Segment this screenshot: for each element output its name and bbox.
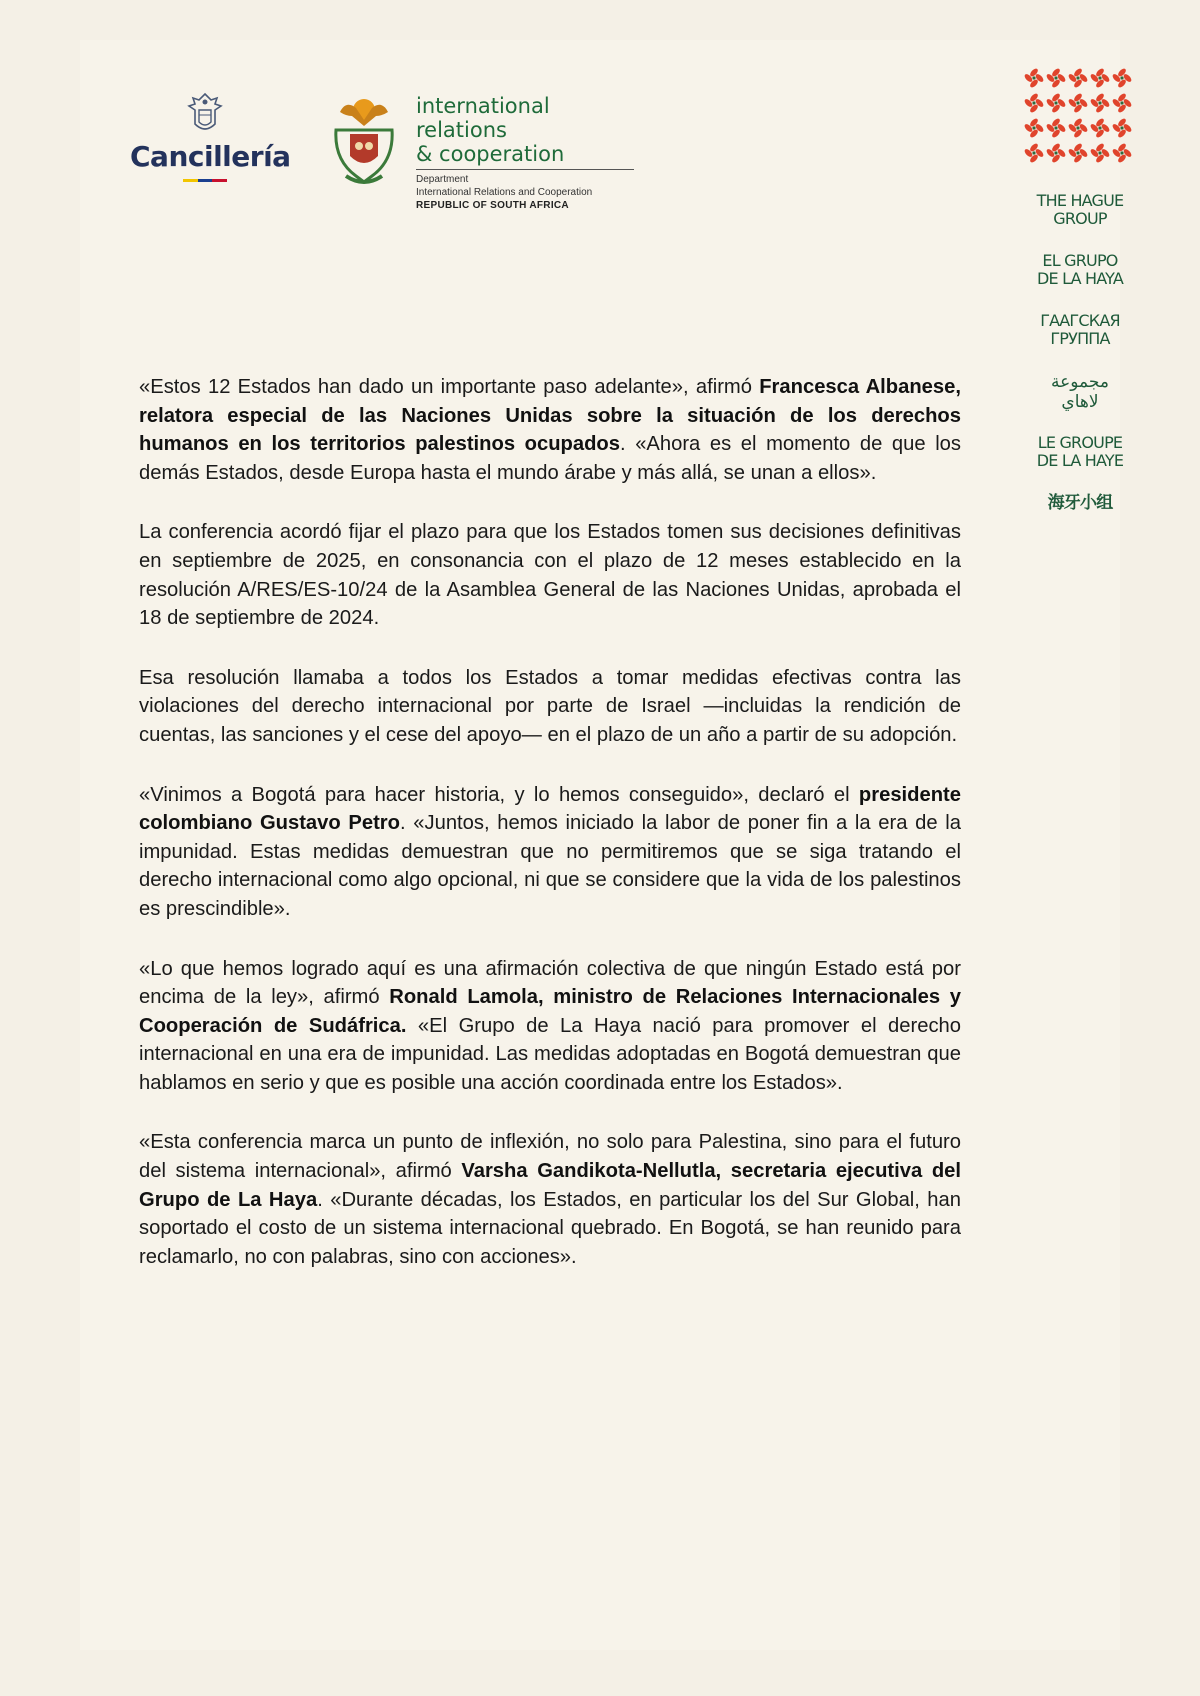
pattern-motif (1045, 117, 1066, 138)
paragraph-albanese: «Estos 12 Estados han dado un importante paso adelante», afirmó Francesca Albanese, relatora especial de las Naciones Unidas sobre la situación de los derechos humanos en los territorios palestinos ocupados. «Ahora es el momento de que los demás Estados, desde Europa hasta el mundo árabe y más allá, se unan a ellos». (139, 376, 962, 484)
colombia-flag-stripe (183, 179, 227, 182)
pattern-motif (1045, 92, 1066, 113)
speaker-petro: presidente colombiano Gustavo Petro (139, 783, 961, 835)
pattern-motif (1023, 142, 1044, 163)
press-release-body (139, 373, 961, 1302)
pattern-motif (1089, 67, 1110, 88)
pattern-motif (1023, 117, 1044, 138)
dirco-line-1: international relations (416, 94, 550, 142)
dirco-line-2: & cooperation (416, 142, 565, 166)
hague-group-pattern-icon (1022, 66, 1134, 166)
group-name-en: THE HAGUE GROUP (1036, 191, 1124, 228)
group-name-es: EL GRUPO DE LA HAYA (1036, 251, 1124, 288)
group-name-ru: ГААГСКАЯ ГРУППА (1040, 311, 1120, 348)
pattern-motif (1089, 142, 1110, 163)
dirco-divider (416, 169, 634, 170)
dirco-logo (326, 90, 646, 211)
pattern-motif (1067, 142, 1088, 163)
pattern-motif (1023, 67, 1044, 88)
colombia-coat-of-arms-icon (181, 90, 229, 138)
pattern-motif (1045, 142, 1066, 163)
pattern-motif (1023, 92, 1044, 113)
paragraph-deadline: La conferencia acordó fijar el plazo para que los Estados tomen sus decisiones definitivas en septiembre de 2025, en consonancia con el plazo de 12 meses establecido en la resolución A/RES/ES-10/24 de la Asamblea General de las Naciones Unidas, aprobada el 18 de septiembre de 2024. (139, 521, 961, 630)
cancilleria-logo (130, 90, 291, 190)
pattern-motif (1067, 67, 1088, 88)
paragraph-lamola: «Lo que hemos logrado aquí es una afirmación colectiva de que ningún Estado está por encima de la ley», afirmó Ronald Lamola, ministro de Relaciones Internacionales y Cooperación de Sudáfrica. «El Grupo de La Haya nació para promover el derecho internacional en una era de impunidad. Las medidas adoptadas en Bogotá demuestran que hablamos en serio y que es posible una acción coordinada entre los Estados». (139, 957, 961, 1094)
paragraph-resolution: Esa resolución llamaba a todos los Estados a tomar medidas efectivas contra las violaciones del derecho internacional por parte de Israel —incluidas la rendición de cuentas, las sanciones y el cese del apoyo— en el plazo de un año a partir de su adopción. (139, 666, 961, 746)
pattern-motif (1067, 92, 1088, 113)
dirco-line-3: Department (416, 174, 469, 185)
speaker-albanese: Francesca Albanese, relatora especial de las Naciones Unidas sobre la situación de los derechos humanos en los territorios palestinos ocupados (139, 376, 961, 456)
pattern-motif (1089, 117, 1110, 138)
pattern-motif (1111, 142, 1132, 163)
paragraph-petro: «Vinimos a Bogotá para hacer historia, y lo hemos conseguido», declaró el presidente colombiano Gustavo Petro. «Juntos, hemos iniciado la labor de poner fin a la era de la impunidad. Estas medidas demuestran que no permitiremos que se siga tratando el derecho internacional como algo opcional, ni que se considere que la vida de los palestinos es prescindible». (139, 783, 961, 920)
speaker-lamola: Ronald Lamola, ministro de Relaciones Internacionales y Cooperación de Sudáfrica. (139, 986, 961, 1037)
hague-group-names (1010, 192, 1150, 536)
paragraph-gandikota: «Esta conferencia marca un punto de inflexión, no solo para Palestina, sino para el futuro del sistema internacional», afirmó Varsha Gandikota-Nellutla, secretaria ejecutiva del Grupo de La Haya. «Durante décadas, los Estados, en particular los del Sur Global, han soportado el costo de un sistema internacional quebrado. En Bogotá, se han reunido para reclamarlo, no con palabras, sino con acciones». (139, 1131, 962, 1268)
dirco-wordmark (416, 94, 646, 212)
group-name-zh: 海牙小组 (1047, 493, 1113, 513)
group-name-fr: LE GROUPE DE LA HAYE (1036, 433, 1124, 470)
group-name-ar: مجموعة لاهاي (1051, 372, 1109, 412)
pattern-motif (1089, 92, 1110, 113)
pattern-motif (1067, 117, 1088, 138)
pattern-motif (1111, 67, 1132, 88)
pattern-motif (1111, 92, 1132, 113)
pattern-motif (1111, 117, 1132, 138)
south-africa-coat-of-arms-icon (326, 90, 402, 190)
speaker-gandikota: Varsha Gandikota-Nellutla, secretaria ejecutiva del Grupo de La Haya (139, 1160, 962, 1211)
cancilleria-name: Cancillería (130, 140, 291, 173)
pattern-motif (1045, 67, 1066, 88)
dirco-line-4: International Relations and Cooperation (416, 187, 593, 198)
dirco-line-5: REPUBLIC OF SOUTH AFRICA (416, 200, 569, 211)
